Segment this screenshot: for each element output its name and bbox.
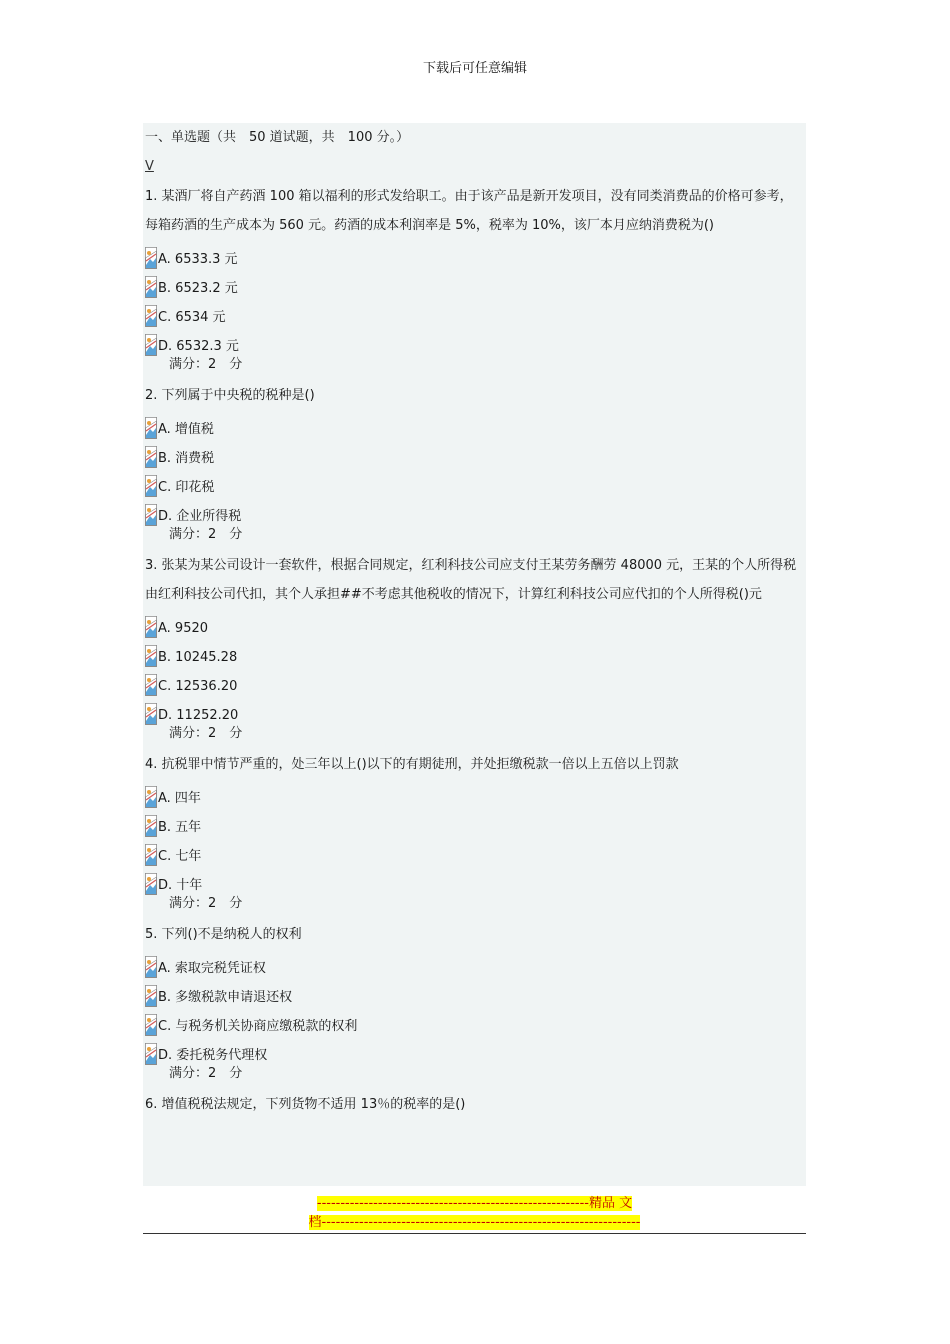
answer-option[interactable] [145,410,804,439]
option-label: A. 6533.3 元 [158,252,238,267]
broken-image-icon [145,334,157,356]
option-label: C. 12536.20 [158,679,238,694]
answer-option[interactable] [145,1036,804,1065]
option-label: A. 9520 [158,621,209,636]
answer-option[interactable] [145,837,804,866]
question-6 [145,1090,804,1119]
broken-image-icon [145,305,157,327]
question-text: 4. 抗税罪中情节严重的，处三年以上()以下的有期徒刑，并处拒缴税款一倍以上五倍以上罚款 [145,757,679,772]
broken-image-icon [145,1014,157,1036]
question-score: 满分：2 分 [169,896,243,911]
answer-option[interactable] [145,949,804,978]
option-label: A. 四年 [158,791,201,806]
option-label: B. 消费税 [158,451,215,466]
option-label: C. 印花税 [158,480,215,495]
answer-option[interactable] [145,240,804,269]
page-header: 下载后可任意编辑 [422,61,527,76]
answer-option[interactable] [145,439,804,468]
question-list [145,182,804,1119]
answer-option[interactable] [145,468,804,497]
answer-option[interactable] [145,779,804,808]
option-label: D. 十年 [158,878,203,893]
broken-image-icon [145,504,157,526]
option-label: A. 索取完税凭证权 [158,961,266,976]
broken-image-icon [145,247,157,269]
footer-line-1: ----------------------------------------------------------精品 文 [316,1196,633,1211]
answer-option[interactable] [145,866,804,895]
broken-image-icon [145,1043,157,1065]
option-label: D. 11252.20 [158,708,239,723]
question-5 [145,920,804,1087]
question-3 [145,551,804,747]
broken-image-icon [145,645,157,667]
question-text: 3. 张某为某公司设计一套软件，根据合同规定，红利科技公司应支付王某劳务酬劳 48000 元，王某的个人所得税由红利科技公司代扣，其个人承担##不考虑其他税收的情况下，计算红利科技公司应代扣的个人所得税()元 [145,558,797,602]
broken-image-icon [145,956,157,978]
question-text: 1. 某酒厂将自产药酒 100 箱以福利的形式发给职工。由于该产品是新开发项目，没有同类消费品的价格可参考，每箱药酒的生产成本为 560 元。药酒的成本利润率是 5%，税率为 10%，该厂本月应纳消费税为() [145,189,793,233]
footer-line-2: 档-------------------------------------------------------------------- [308,1215,641,1230]
question-score: 满分：2 分 [169,1066,243,1081]
answer-option[interactable] [145,667,804,696]
option-label: C. 与税务机关协商应缴税款的权利 [158,1019,358,1034]
footer [143,1194,806,1232]
question-score: 满分：2 分 [169,726,243,741]
option-label: B. 10245.28 [158,650,238,665]
answer-option[interactable] [145,978,804,1007]
exam-content [143,123,806,1186]
answer-option[interactable] [145,696,804,725]
option-label: D. 企业所得税 [158,509,242,524]
broken-image-icon [145,446,157,468]
broken-image-icon [145,703,157,725]
option-label: C. 七年 [158,849,202,864]
answer-option[interactable] [145,808,804,837]
broken-image-icon [145,417,157,439]
option-label: A. 增值税 [158,422,214,437]
broken-image-icon [145,475,157,497]
footer-rule [143,1233,806,1234]
answer-option[interactable] [145,269,804,298]
broken-image-icon [145,844,157,866]
answer-option[interactable] [145,497,804,526]
answer-option[interactable] [145,327,804,356]
broken-image-icon [145,276,157,298]
broken-image-icon [145,873,157,895]
broken-image-icon [145,616,157,638]
option-label: D. 6532.3 元 [158,339,239,354]
answer-option[interactable] [145,638,804,667]
broken-image-icon [145,815,157,837]
option-label: B. 多缴税款申请退还权 [158,990,293,1005]
question-text: 2. 下列属于中央税的税种是() [145,388,315,403]
section-title: 一、单选题（共 50 道试题，共 100 分。） [145,130,410,145]
option-label: B. 五年 [158,820,202,835]
question-2 [145,381,804,548]
broken-image-icon [145,985,157,1007]
question-4 [145,750,804,917]
answer-option[interactable] [145,298,804,327]
option-label: B. 6523.2 元 [158,281,238,296]
broken-image-icon [145,786,157,808]
v-link[interactable]: V [145,159,154,174]
option-label: C. 6534 元 [158,310,226,325]
question-score: 满分：2 分 [169,357,243,372]
question-score: 满分：2 分 [169,527,243,542]
question-1 [145,182,804,378]
question-text: 5. 下列()不是纳税人的权利 [145,927,302,942]
broken-image-icon [145,674,157,696]
question-text: 6. 增值税税法规定，下列货物不适用 13％的税率的是() [145,1097,466,1112]
answer-option[interactable] [145,609,804,638]
option-label: D. 委托税务代理权 [158,1048,268,1063]
answer-option[interactable] [145,1007,804,1036]
